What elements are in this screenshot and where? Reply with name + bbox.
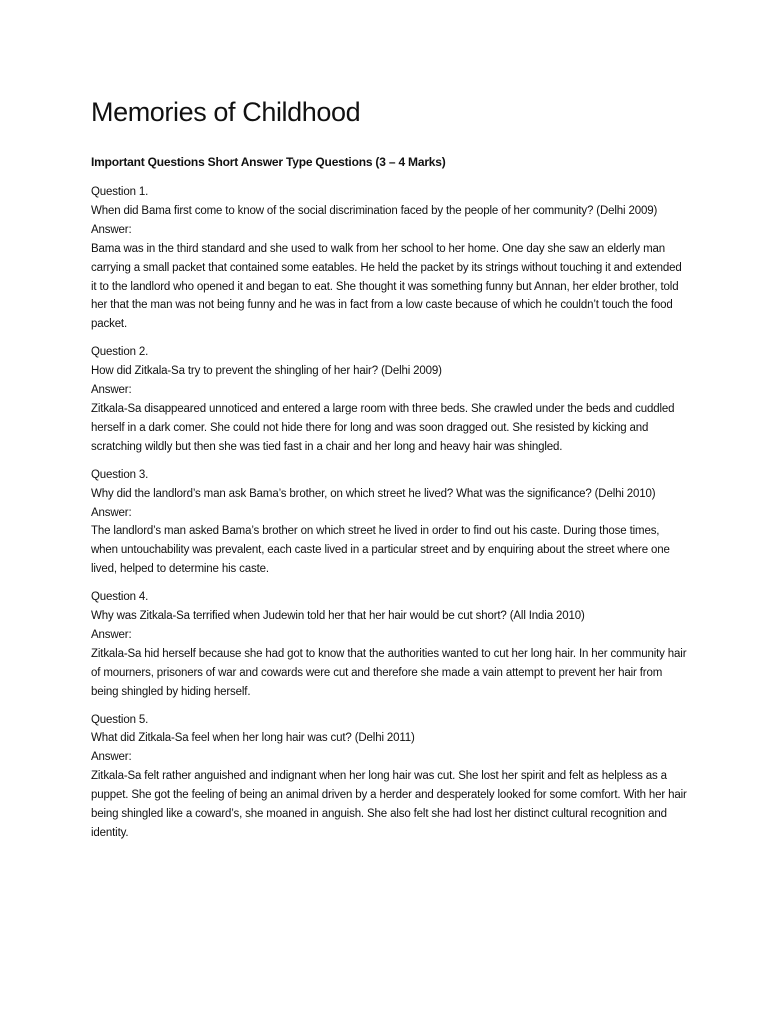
answer-text: The landlord’s man asked Bama’s brother on which street he lived in order to find out his caste. During those times, when untouchability was prevalent, each caste lived in a particular street and by enquiring about the street where one lived, helped to determine his caste. <box>91 525 670 576</box>
question-text: Why did the landlord’s man ask Bama’s brother, on which street he lived? What was the significance? (Delhi 2010) <box>91 487 656 500</box>
question-block-3 <box>91 466 687 579</box>
answer-text: Bama was in the third standard and she used to walk from her school to her home. One day she saw an elderly man carrying a small packet that contained some eatables. He held the packet by its strings without touching it and extended it to the landlord who opened it and began to eat. She thought it was something funny but Annan, her elder brother, told her that the man was not being funny and he was in fact from a low caste because of which he couldn’t touch the food packet. <box>91 242 682 331</box>
answer-text: Zitkala-Sa disappeared unnoticed and entered a large room with three beds. She crawled under the beds and cuddled herself in a dark comer. She could not hide there for long and was soon dragged out. She resisted by kicking and scratching wildly but then she was tied fast in a chair and her long and heavy hair was shingled. <box>91 402 675 453</box>
answer-label: Answer: <box>91 506 132 519</box>
answer-text: Zitkala-Sa hid herself because she had got to know that the authorities wanted to cut her long hair. In her community hair of mourners, prisoners of war and cowards were cut and therefore she made a vain attempt to prevent her hair from being shingled by hiding herself. <box>91 647 687 698</box>
answer-label: Answer: <box>91 223 132 236</box>
page-title: Memories of Childhood <box>91 97 361 127</box>
question-text: How did Zitkala-Sa try to prevent the shingling of her hair? (Delhi 2009) <box>91 365 442 378</box>
question-text: When did Bama first come to know of the social discrimination faced by the people of her community? (Delhi 2009) <box>91 204 658 217</box>
question-number: Question 1. <box>91 186 149 198</box>
answer-label: Answer: <box>91 384 132 397</box>
question-text: What did Zitkala-Sa feel when her long hair was cut? (Delhi 2011) <box>91 732 415 745</box>
answer-text: Zitkala-Sa felt rather anguished and indignant when her long hair was cut. She lost her spirit and felt as helpless as a puppet. She got the feeling of being an animal driven by a herder and desperately looked for some comfort. With her hair being shingled like a coward’s, she moaned in anguish. She also felt she had lost her distinct cultural recognition and identity. <box>91 770 687 839</box>
question-block-5 <box>91 711 687 843</box>
question-block-2 <box>91 343 687 456</box>
question-number: Question 3. <box>91 468 149 481</box>
question-block-1 <box>91 183 687 334</box>
answer-label: Answer: <box>91 628 132 641</box>
question-text: Why was Zitkala-Sa terrified when Judewin told her that her hair would be cut short? (All India 2010) <box>91 610 585 623</box>
document-page <box>91 93 687 852</box>
answer-label: Answer: <box>91 751 132 764</box>
question-number: Question 4. <box>91 591 149 604</box>
question-number: Question 2. <box>91 346 149 359</box>
question-number: Question 5. <box>91 713 149 726</box>
question-block-4 <box>91 588 687 701</box>
section-subtitle: Important Questions Short Answer Type Questions (3 – 4 Marks) <box>91 155 446 169</box>
